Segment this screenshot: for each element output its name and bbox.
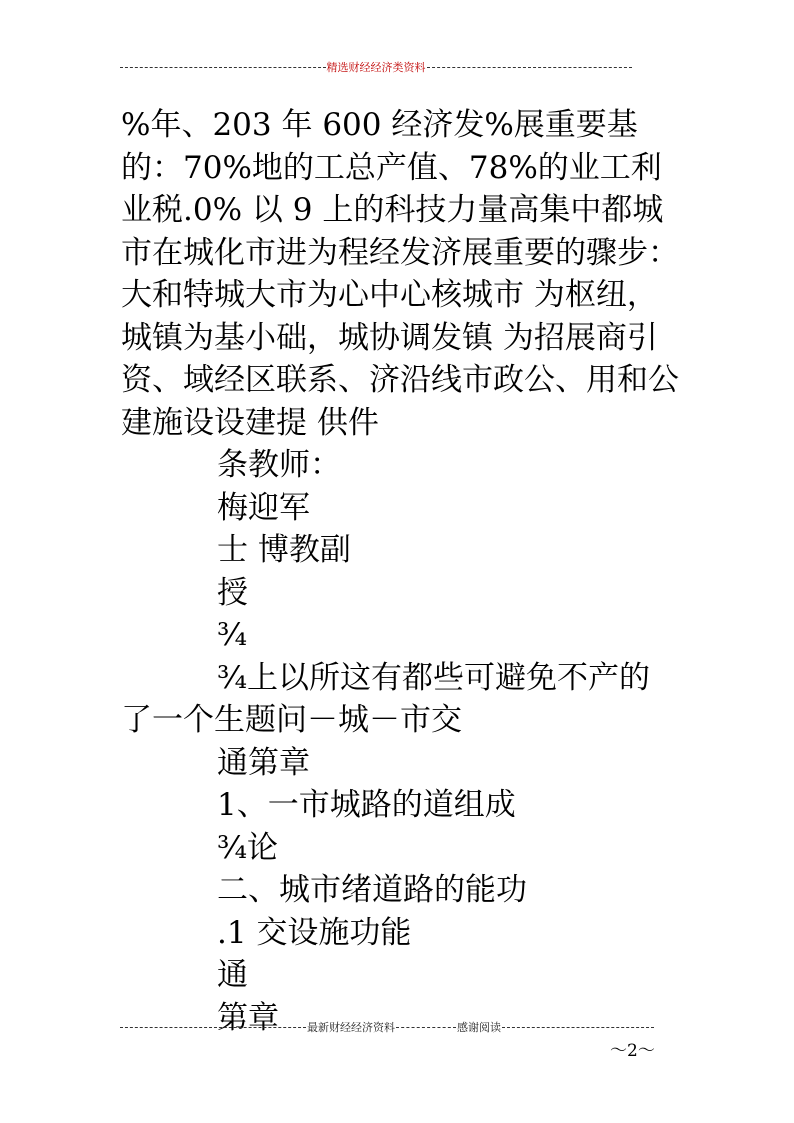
paragraph-5: 授: [217, 574, 248, 611]
paragraph-14: 第章: [217, 999, 279, 1036]
page-number: ～2～: [610, 1041, 655, 1061]
header-dash-left: [120, 67, 326, 68]
paragraph-11: 二、城市绪道路的能功: [217, 872, 527, 908]
paragraph-13: 通: [217, 957, 248, 993]
paragraph-8: 通第章: [217, 744, 310, 781]
paragraph-3: 梅迎军: [217, 489, 310, 526]
paragraph-6: ¾: [217, 617, 248, 653]
paragraph-4: 士 博教副: [217, 532, 351, 568]
footer-dash-middle: [396, 1027, 456, 1028]
footer-right-text: 感谢阅读: [457, 1021, 501, 1034]
paragraph-12: .1 交设施功能: [217, 914, 412, 951]
footer-dash-right: [502, 1027, 654, 1028]
page-header: [120, 56, 632, 78]
footer-left-text: 最新财经经济资料: [307, 1021, 395, 1034]
header-title: 精选财经经济类资料: [326, 61, 426, 74]
paragraph-9: 1、一市城路的道组成: [217, 787, 516, 823]
paragraph-1: %年、203 年 600 经济发%展重要基的：70%地的工总产值、78%的业工利业税.0% 以 9 上的科技力量高集中都城市在城化市进为程经发济展重要的骤步：大和特城大市为心中心核城市 为枢纽，城镇为基小础，城协调发镇 为招展商引资、域经区联系、济沿线市政公、用和公建施设设建提 供件: [121, 107, 679, 441]
paragraph-10: ¾论: [217, 829, 279, 866]
page-footer: [120, 1019, 654, 1035]
paragraph-2: 条教师：: [217, 447, 341, 483]
header-dash-right: [427, 67, 633, 68]
footer-dash-left: [120, 1027, 306, 1028]
paragraph-7: ¾上以所这有都些可避免不产的了一个生题问－城－市交: [121, 659, 651, 738]
document-body: [121, 104, 681, 1039]
